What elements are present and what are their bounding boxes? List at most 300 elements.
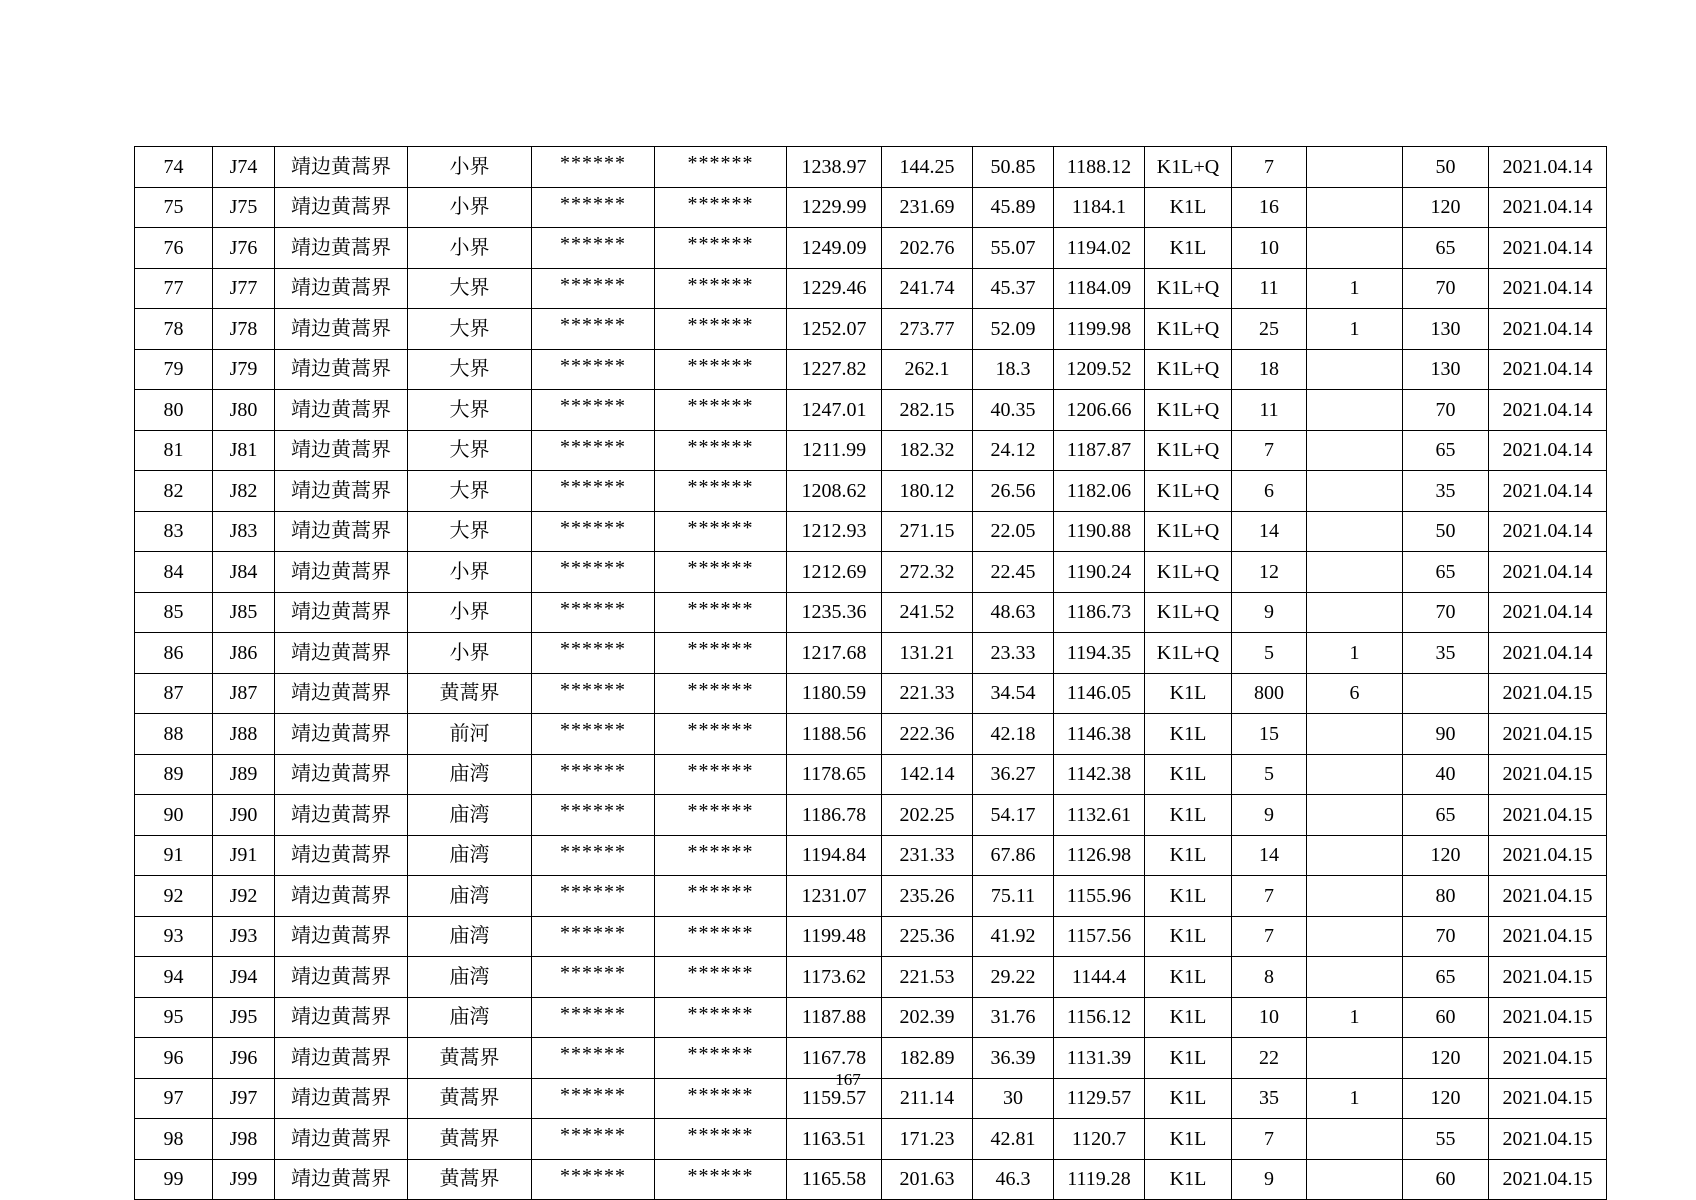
value-cell-9: 40.35 [973,390,1054,431]
data-table [134,146,1607,1200]
date-cell: 2021.04.15 [1489,1078,1607,1119]
value-cell-13: 1 [1307,1078,1403,1119]
masked-coord-x-cell: ****** [532,471,655,512]
table-row [135,754,1607,795]
value-cell-7: 1238.97 [787,147,882,188]
value-cell-12: 7 [1232,1119,1307,1160]
masked-coord-y-cell: ****** [655,390,787,431]
location-cell: 靖边黄蒿界 [275,835,408,876]
value-cell-12: 11 [1232,390,1307,431]
serial-cell: 86 [135,633,213,674]
location-cell: 靖边黄蒿界 [275,552,408,593]
value-cell-8: 282.15 [882,390,973,431]
location-cell: 靖边黄蒿界 [275,1078,408,1119]
value-cell-7: 1180.59 [787,673,882,714]
value-cell-8: 235.26 [882,876,973,917]
date-cell: 2021.04.15 [1489,876,1607,917]
well-id-cell: J88 [213,714,275,755]
value-cell-7: 1212.93 [787,511,882,552]
masked-coord-y-cell: ****** [655,633,787,674]
value-cell-10: 1187.87 [1054,430,1145,471]
date-cell: 2021.04.14 [1489,309,1607,350]
masked-coord-x-cell: ****** [532,795,655,836]
value-cell-8: 202.39 [882,997,973,1038]
value-cell-9: 45.37 [973,268,1054,309]
well-id-cell: J87 [213,673,275,714]
value-cell-14: 35 [1403,471,1489,512]
table-row [135,309,1607,350]
value-cell-7: 1212.69 [787,552,882,593]
value-cell-13 [1307,592,1403,633]
table-row [135,471,1607,512]
location-cell: 靖边黄蒿界 [275,430,408,471]
value-cell-9: 54.17 [973,795,1054,836]
value-cell-9: 22.05 [973,511,1054,552]
location-cell: 靖边黄蒿界 [275,1038,408,1079]
stratum-cell: K1L [1145,997,1232,1038]
well-id-cell: J85 [213,592,275,633]
stratum-cell: K1L [1145,673,1232,714]
value-cell-10: 1146.38 [1054,714,1145,755]
well-id-cell: J81 [213,430,275,471]
value-cell-10: 1190.88 [1054,511,1145,552]
value-cell-9: 24.12 [973,430,1054,471]
masked-coord-y-cell: ****** [655,592,787,633]
location-cell: 靖边黄蒿界 [275,916,408,957]
value-cell-9: 48.63 [973,592,1054,633]
value-cell-13 [1307,187,1403,228]
stratum-cell: K1L [1145,1078,1232,1119]
village-cell: 庙湾 [408,795,532,836]
well-id-cell: J83 [213,511,275,552]
serial-cell: 77 [135,268,213,309]
serial-cell: 80 [135,390,213,431]
value-cell-7: 1249.09 [787,228,882,269]
value-cell-12: 6 [1232,471,1307,512]
serial-cell: 88 [135,714,213,755]
value-cell-8: 221.33 [882,673,973,714]
serial-cell: 95 [135,997,213,1038]
value-cell-7: 1199.48 [787,916,882,957]
value-cell-9: 42.81 [973,1119,1054,1160]
serial-cell: 90 [135,795,213,836]
value-cell-12: 5 [1232,754,1307,795]
value-cell-8: 231.69 [882,187,973,228]
serial-cell: 79 [135,349,213,390]
value-cell-10: 1209.52 [1054,349,1145,390]
location-cell: 靖边黄蒿界 [275,268,408,309]
location-cell: 靖边黄蒿界 [275,795,408,836]
stratum-cell: K1L [1145,1159,1232,1200]
well-id-cell: J78 [213,309,275,350]
value-cell-7: 1186.78 [787,795,882,836]
village-cell: 庙湾 [408,916,532,957]
masked-coord-y-cell: ****** [655,511,787,552]
date-cell: 2021.04.14 [1489,592,1607,633]
value-cell-12: 22 [1232,1038,1307,1079]
masked-coord-x-cell: ****** [532,147,655,188]
value-cell-13: 1 [1307,268,1403,309]
serial-cell: 93 [135,916,213,957]
value-cell-14: 65 [1403,957,1489,998]
stratum-cell: K1L [1145,187,1232,228]
value-cell-13 [1307,957,1403,998]
value-cell-10: 1206.66 [1054,390,1145,431]
value-cell-14: 35 [1403,633,1489,674]
value-cell-13 [1307,916,1403,957]
table-row [135,957,1607,998]
value-cell-12: 5 [1232,633,1307,674]
masked-coord-y-cell: ****** [655,430,787,471]
date-cell: 2021.04.14 [1489,187,1607,228]
value-cell-13 [1307,471,1403,512]
location-cell: 靖边黄蒿界 [275,754,408,795]
serial-cell: 97 [135,1078,213,1119]
serial-cell: 91 [135,835,213,876]
masked-coord-x-cell: ****** [532,430,655,471]
village-cell: 大界 [408,309,532,350]
stratum-cell: K1L+Q [1145,552,1232,593]
village-cell: 庙湾 [408,835,532,876]
value-cell-9: 46.3 [973,1159,1054,1200]
serial-cell: 96 [135,1038,213,1079]
value-cell-10: 1194.02 [1054,228,1145,269]
value-cell-14: 55 [1403,1119,1489,1160]
location-cell: 靖边黄蒿界 [275,876,408,917]
masked-coord-x-cell: ****** [532,957,655,998]
serial-cell: 89 [135,754,213,795]
date-cell: 2021.04.14 [1489,147,1607,188]
table-body [135,147,1607,1200]
stratum-cell: K1L+Q [1145,511,1232,552]
value-cell-9: 22.45 [973,552,1054,593]
value-cell-7: 1208.62 [787,471,882,512]
masked-coord-x-cell: ****** [532,1078,655,1119]
serial-cell: 78 [135,309,213,350]
value-cell-14: 130 [1403,309,1489,350]
masked-coord-x-cell: ****** [532,997,655,1038]
value-cell-13 [1307,714,1403,755]
table-row [135,876,1607,917]
village-cell: 大界 [408,430,532,471]
serial-cell: 76 [135,228,213,269]
value-cell-8: 180.12 [882,471,973,512]
village-cell: 黄蒿界 [408,673,532,714]
value-cell-13 [1307,228,1403,269]
value-cell-12: 15 [1232,714,1307,755]
serial-cell: 94 [135,957,213,998]
value-cell-9: 45.89 [973,187,1054,228]
village-cell: 小界 [408,552,532,593]
stratum-cell: K1L [1145,714,1232,755]
value-cell-13 [1307,1119,1403,1160]
serial-cell: 99 [135,1159,213,1200]
value-cell-8: 272.32 [882,552,973,593]
value-cell-14: 60 [1403,997,1489,1038]
value-cell-9: 50.85 [973,147,1054,188]
value-cell-12: 9 [1232,592,1307,633]
value-cell-12: 11 [1232,268,1307,309]
value-cell-7: 1231.07 [787,876,882,917]
stratum-cell: K1L+Q [1145,592,1232,633]
value-cell-10: 1188.12 [1054,147,1145,188]
masked-coord-x-cell: ****** [532,228,655,269]
value-cell-10: 1199.98 [1054,309,1145,350]
stratum-cell: K1L+Q [1145,268,1232,309]
table-row [135,390,1607,431]
value-cell-13 [1307,430,1403,471]
masked-coord-y-cell: ****** [655,1119,787,1160]
value-cell-10: 1190.24 [1054,552,1145,593]
village-cell: 庙湾 [408,754,532,795]
village-cell: 黄蒿界 [408,1159,532,1200]
value-cell-12: 10 [1232,997,1307,1038]
table-row [135,552,1607,593]
table-row [135,835,1607,876]
masked-coord-x-cell: ****** [532,309,655,350]
masked-coord-x-cell: ****** [532,673,655,714]
table-row [135,228,1607,269]
value-cell-13: 1 [1307,309,1403,350]
value-cell-7: 1194.84 [787,835,882,876]
value-cell-8: 201.63 [882,1159,973,1200]
stratum-cell: K1L [1145,916,1232,957]
value-cell-12: 14 [1232,511,1307,552]
masked-coord-y-cell: ****** [655,1038,787,1079]
value-cell-10: 1184.1 [1054,187,1145,228]
stratum-cell: K1L [1145,876,1232,917]
value-cell-7: 1167.78 [787,1038,882,1079]
value-cell-10: 1142.38 [1054,754,1145,795]
masked-coord-x-cell: ****** [532,916,655,957]
serial-cell: 75 [135,187,213,228]
value-cell-13 [1307,511,1403,552]
masked-coord-y-cell: ****** [655,835,787,876]
well-id-cell: J74 [213,147,275,188]
well-id-cell: J98 [213,1119,275,1160]
value-cell-14: 80 [1403,876,1489,917]
value-cell-12: 7 [1232,916,1307,957]
masked-coord-y-cell: ****** [655,349,787,390]
value-cell-14: 65 [1403,552,1489,593]
masked-coord-x-cell: ****** [532,876,655,917]
masked-coord-y-cell: ****** [655,957,787,998]
date-cell: 2021.04.14 [1489,349,1607,390]
value-cell-13 [1307,390,1403,431]
value-cell-13: 1 [1307,633,1403,674]
value-cell-12: 16 [1232,187,1307,228]
value-cell-12: 10 [1232,228,1307,269]
value-cell-9: 26.56 [973,471,1054,512]
value-cell-8: 271.15 [882,511,973,552]
table-row [135,592,1607,633]
value-cell-14: 70 [1403,592,1489,633]
stratum-cell: K1L+Q [1145,147,1232,188]
village-cell: 庙湾 [408,997,532,1038]
table-row [135,187,1607,228]
value-cell-8: 211.14 [882,1078,973,1119]
value-cell-14: 120 [1403,1078,1489,1119]
well-id-cell: J76 [213,228,275,269]
date-cell: 2021.04.14 [1489,633,1607,674]
stratum-cell: K1L [1145,795,1232,836]
value-cell-7: 1211.99 [787,430,882,471]
date-cell: 2021.04.15 [1489,957,1607,998]
value-cell-13: 1 [1307,997,1403,1038]
masked-coord-x-cell: ****** [532,1159,655,1200]
value-cell-12: 800 [1232,673,1307,714]
well-id-cell: J92 [213,876,275,917]
value-cell-8: 262.1 [882,349,973,390]
stratum-cell: K1L [1145,1119,1232,1160]
value-cell-8: 131.21 [882,633,973,674]
village-cell: 黄蒿界 [408,1119,532,1160]
masked-coord-y-cell: ****** [655,1078,787,1119]
stratum-cell: K1L [1145,957,1232,998]
date-cell: 2021.04.15 [1489,835,1607,876]
value-cell-14: 50 [1403,511,1489,552]
village-cell: 小界 [408,147,532,188]
value-cell-9: 41.92 [973,916,1054,957]
value-cell-12: 18 [1232,349,1307,390]
serial-cell: 84 [135,552,213,593]
stratum-cell: K1L+Q [1145,430,1232,471]
value-cell-12: 7 [1232,876,1307,917]
date-cell: 2021.04.14 [1489,430,1607,471]
village-cell: 大界 [408,390,532,431]
value-cell-8: 231.33 [882,835,973,876]
date-cell: 2021.04.15 [1489,1038,1607,1079]
serial-cell: 83 [135,511,213,552]
table-row [135,147,1607,188]
masked-coord-y-cell: ****** [655,268,787,309]
value-cell-8: 241.74 [882,268,973,309]
village-cell: 小界 [408,228,532,269]
location-cell: 靖边黄蒿界 [275,187,408,228]
serial-cell: 98 [135,1119,213,1160]
value-cell-14: 65 [1403,430,1489,471]
date-cell: 2021.04.15 [1489,754,1607,795]
table-row [135,1119,1607,1160]
stratum-cell: K1L+Q [1145,349,1232,390]
value-cell-14: 40 [1403,754,1489,795]
location-cell: 靖边黄蒿界 [275,997,408,1038]
value-cell-10: 1186.73 [1054,592,1145,633]
value-cell-14: 90 [1403,714,1489,755]
date-cell: 2021.04.15 [1489,795,1607,836]
page-number: 167 [835,1070,861,1089]
date-cell: 2021.04.14 [1489,268,1607,309]
value-cell-10: 1184.09 [1054,268,1145,309]
value-cell-8: 241.52 [882,592,973,633]
well-id-cell: J79 [213,349,275,390]
value-cell-7: 1235.36 [787,592,882,633]
table-row [135,430,1607,471]
date-cell: 2021.04.15 [1489,673,1607,714]
value-cell-8: 144.25 [882,147,973,188]
masked-coord-x-cell: ****** [532,1119,655,1160]
location-cell: 靖边黄蒿界 [275,592,408,633]
masked-coord-x-cell: ****** [532,187,655,228]
date-cell: 2021.04.15 [1489,916,1607,957]
location-cell: 靖边黄蒿界 [275,349,408,390]
value-cell-10: 1194.35 [1054,633,1145,674]
value-cell-9: 52.09 [973,309,1054,350]
value-cell-10: 1155.96 [1054,876,1145,917]
well-id-cell: J95 [213,997,275,1038]
value-cell-10: 1126.98 [1054,835,1145,876]
masked-coord-y-cell: ****** [655,552,787,593]
value-cell-8: 202.25 [882,795,973,836]
serial-cell: 92 [135,876,213,917]
well-id-cell: J84 [213,552,275,593]
value-cell-9: 31.76 [973,997,1054,1038]
value-cell-8: 273.77 [882,309,973,350]
table-row [135,1159,1607,1200]
date-cell: 2021.04.14 [1489,228,1607,269]
value-cell-14: 120 [1403,1038,1489,1079]
value-cell-7: 1187.88 [787,997,882,1038]
value-cell-12: 12 [1232,552,1307,593]
value-cell-13 [1307,835,1403,876]
location-cell: 靖边黄蒿界 [275,957,408,998]
village-cell: 庙湾 [408,876,532,917]
value-cell-14: 70 [1403,390,1489,431]
masked-coord-x-cell: ****** [532,390,655,431]
value-cell-8: 182.89 [882,1038,973,1079]
value-cell-10: 1157.56 [1054,916,1145,957]
masked-coord-x-cell: ****** [532,714,655,755]
serial-cell: 87 [135,673,213,714]
value-cell-13 [1307,754,1403,795]
value-cell-9: 18.3 [973,349,1054,390]
value-cell-9: 23.33 [973,633,1054,674]
village-cell: 大界 [408,471,532,512]
well-id-cell: J96 [213,1038,275,1079]
value-cell-14: 120 [1403,187,1489,228]
well-id-cell: J97 [213,1078,275,1119]
value-cell-10: 1182.06 [1054,471,1145,512]
location-cell: 靖边黄蒿界 [275,309,408,350]
value-cell-7: 1227.82 [787,349,882,390]
masked-coord-y-cell: ****** [655,795,787,836]
value-cell-13 [1307,147,1403,188]
value-cell-8: 182.32 [882,430,973,471]
value-cell-12: 35 [1232,1078,1307,1119]
village-cell: 庙湾 [408,957,532,998]
masked-coord-y-cell: ****** [655,876,787,917]
well-id-cell: J89 [213,754,275,795]
value-cell-8: 225.36 [882,916,973,957]
well-id-cell: J99 [213,1159,275,1200]
date-cell: 2021.04.15 [1489,714,1607,755]
stratum-cell: K1L+Q [1145,390,1232,431]
serial-cell: 85 [135,592,213,633]
masked-coord-y-cell: ****** [655,714,787,755]
masked-coord-y-cell: ****** [655,471,787,512]
value-cell-9: 42.18 [973,714,1054,755]
masked-coord-x-cell: ****** [532,633,655,674]
stratum-cell: K1L [1145,754,1232,795]
village-cell: 小界 [408,592,532,633]
location-cell: 靖边黄蒿界 [275,1119,408,1160]
stratum-cell: K1L+Q [1145,471,1232,512]
value-cell-10: 1144.4 [1054,957,1145,998]
serial-cell: 74 [135,147,213,188]
value-cell-9: 34.54 [973,673,1054,714]
well-id-cell: J91 [213,835,275,876]
stratum-cell: K1L [1145,228,1232,269]
